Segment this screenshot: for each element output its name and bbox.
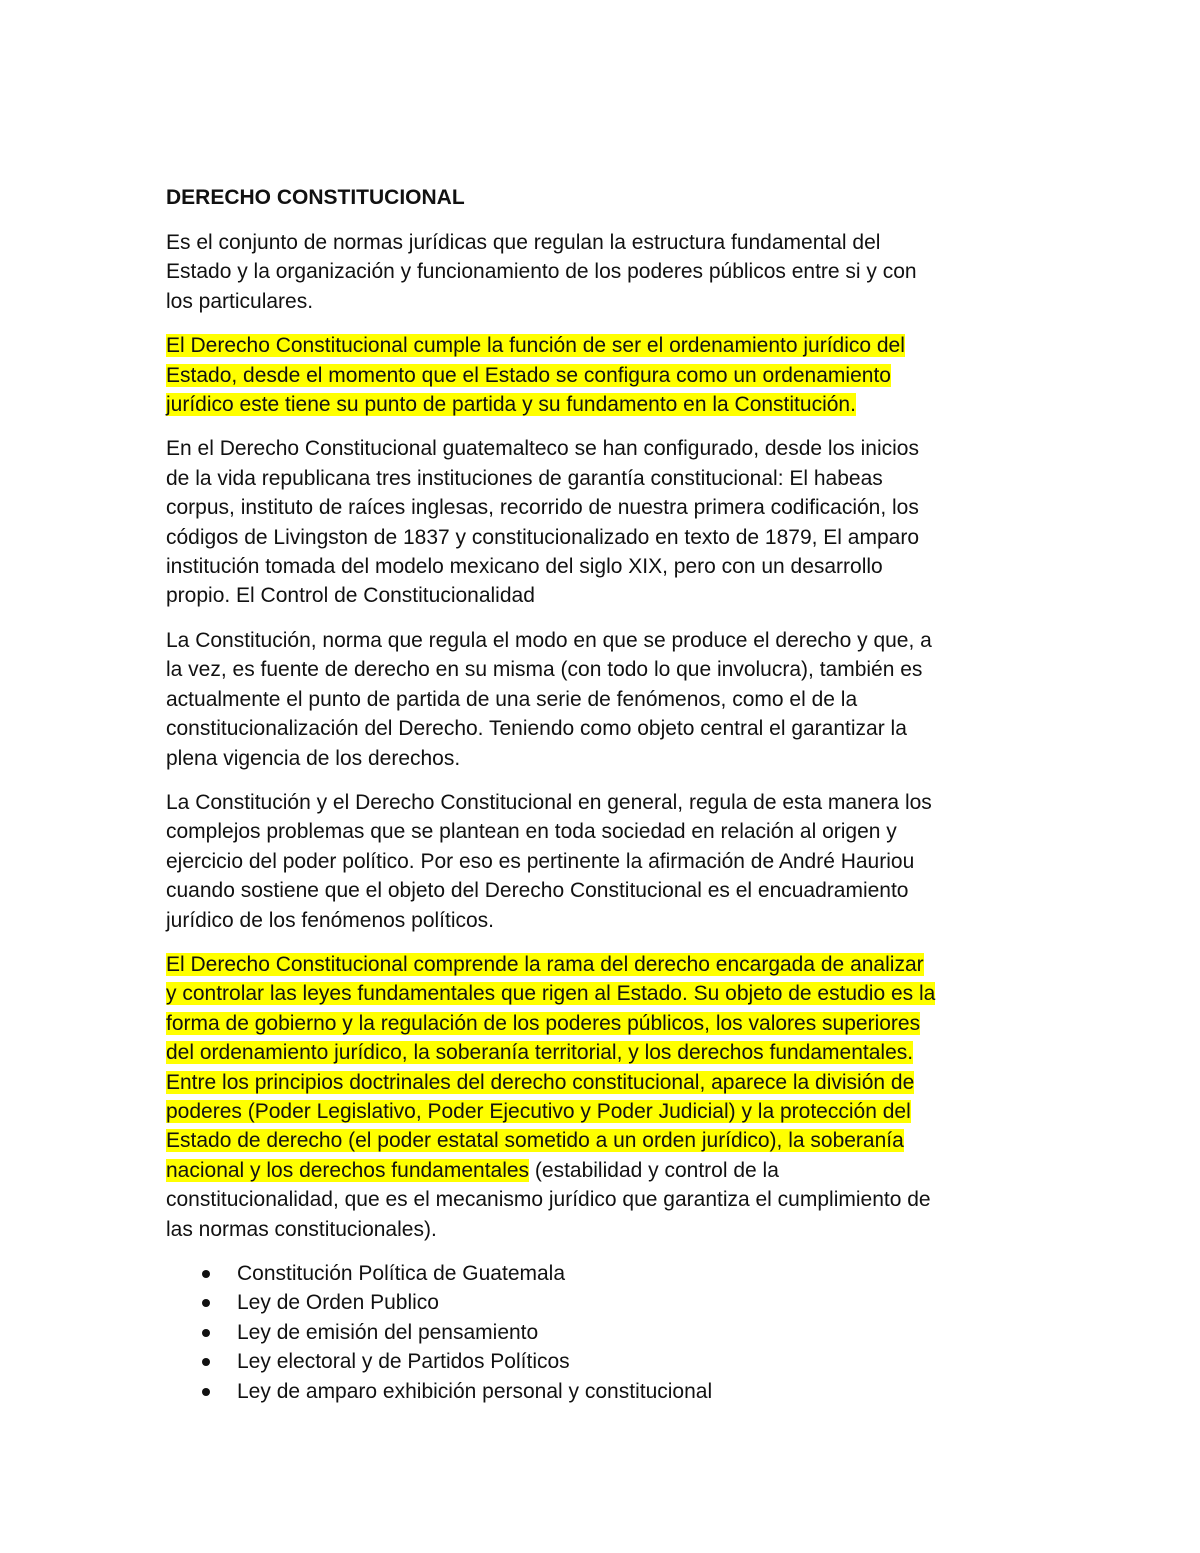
highlighted-text: Estado de derecho (el poder estatal sometido a un orden jurídico), la soberanía xyxy=(166,1129,904,1153)
text-line xyxy=(166,523,1036,552)
text-line xyxy=(166,1185,1036,1214)
list-item-text: Ley de amparo exhibición personal y constitucional xyxy=(237,1379,713,1403)
text-line xyxy=(166,493,1036,522)
text-line xyxy=(166,228,1036,257)
bullet-icon xyxy=(202,1329,210,1337)
list-item-text: Ley de emisión del pensamiento xyxy=(237,1320,539,1344)
bullet-icon xyxy=(202,1358,210,1366)
line-text: corpus, instituto de raíces inglesas, recorrido de nuestra primera codificación, los xyxy=(166,496,919,520)
highlighted-text: jurídico este tiene su punto de partida y su fundamento en la Constitución. xyxy=(166,393,856,417)
highlighted-text: nacional y los derechos fundamentales xyxy=(166,1158,530,1182)
text-line xyxy=(166,361,1036,390)
text-line xyxy=(166,1215,1036,1244)
line-text: propio. El Control de Constitucionalidad xyxy=(166,584,535,608)
line-text: plena vigencia de los derechos. xyxy=(166,746,461,770)
line-text: En el Derecho Constitucional guatemalteco se han configurado, desde los inicios xyxy=(166,437,919,461)
paragraph xyxy=(166,788,1036,935)
text-line xyxy=(166,906,1036,935)
text-line xyxy=(166,788,1036,817)
list-item xyxy=(166,1377,1036,1406)
list-item-text: Ley de Orden Publico xyxy=(237,1291,439,1315)
text-line xyxy=(166,817,1036,846)
line-text: Estado y la organización y funcionamiento de los poderes públicos entre si y con xyxy=(166,260,917,284)
text-line xyxy=(166,1126,1036,1155)
highlighted-text: y controlar las leyes fundamentales que rigen al Estado. Su objeto de estudio es la xyxy=(166,982,936,1006)
paragraph xyxy=(166,228,1036,316)
line-text: de la vida republicana tres instituciones de garantía constitucional: El habeas xyxy=(166,466,883,490)
law-list xyxy=(166,1259,1036,1406)
paragraph xyxy=(166,331,1036,419)
text-line xyxy=(166,876,1036,905)
text-line xyxy=(166,847,1036,876)
text-line xyxy=(166,1068,1036,1097)
text-line xyxy=(166,552,1036,581)
bullet-icon xyxy=(202,1299,210,1307)
document-title: DERECHO CONSTITUCIONAL xyxy=(166,186,465,209)
line-text: complejos problemas que se plantean en toda sociedad en relación al origen y xyxy=(166,820,897,844)
text-line xyxy=(166,434,1036,463)
text-line xyxy=(166,626,1036,655)
line-text: constitucionalidad, que es el mecanismo jurídico que garantiza el cumplimiento de xyxy=(166,1188,931,1212)
line-text: Es el conjunto de normas jurídicas que regulan la estructura fundamental del xyxy=(166,231,881,254)
text-line xyxy=(166,714,1036,743)
line-text: actualmente el punto de partida de una serie de fenómenos, como el de la xyxy=(166,687,858,711)
line-text: jurídico de los fenómenos políticos. xyxy=(166,908,495,932)
document-page xyxy=(166,183,1036,1406)
highlighted-text: forma de gobierno y la regulación de los poderes públicos, los valores superiores xyxy=(166,1011,921,1035)
highlighted-text: El Derecho Constitucional comprende la rama del derecho encargada de analizar xyxy=(166,952,924,976)
line-text: los particulares. xyxy=(166,289,314,313)
line-text: códigos de Livingston de 1837 y constitucionalizado en texto de 1879, El amparo xyxy=(166,525,920,549)
highlighted-text: Entre los principios doctrinales del derecho constitucional, aparece la división de xyxy=(166,1070,915,1094)
paragraph xyxy=(166,434,1036,610)
line-text: cuando sostiene que el objeto del Derecho Constitucional es el encuadramiento xyxy=(166,879,909,903)
text-line xyxy=(166,257,1036,286)
line-text: La Constitución y el Derecho Constitucional en general, regula de esta manera los xyxy=(166,790,932,814)
line-text: las normas constitucionales). xyxy=(166,1217,437,1241)
text-line xyxy=(166,1097,1036,1126)
text-line xyxy=(166,655,1036,684)
bullet-icon xyxy=(202,1270,210,1278)
line-text: la vez, es fuente de derecho en su misma (con todo lo que involucra), también es xyxy=(166,658,923,682)
line-text: institución tomada del modelo mexicano del siglo XIX, pero con un desarrollo xyxy=(166,555,883,579)
highlighted-text: Estado, desde el momento que el Estado se configura como un ordenamiento xyxy=(166,363,891,387)
text-line xyxy=(166,287,1036,316)
document-body xyxy=(166,228,1036,1244)
list-item-text: Constitución Política de Guatemala xyxy=(237,1262,566,1285)
text-line xyxy=(166,1156,1036,1185)
list-item xyxy=(166,1288,1036,1317)
text-line xyxy=(166,685,1036,714)
text-line xyxy=(166,1009,1036,1038)
line-text: La Constitución, norma que regula el modo en que se produce el derecho y que, a xyxy=(166,628,932,652)
text-line xyxy=(166,390,1036,419)
bullet-icon xyxy=(202,1388,210,1396)
paragraph xyxy=(166,950,1036,1244)
text-line xyxy=(166,950,1036,979)
line-text: ejercicio del poder político. Por eso es pertinente la afirmación de André Hauriou xyxy=(166,849,915,873)
text-line xyxy=(166,979,1036,1008)
list-item xyxy=(166,1347,1036,1376)
highlighted-text: El Derecho Constitucional cumple la función de ser el ordenamiento jurídico del xyxy=(166,334,905,358)
line-text: (estabilidad y control de la xyxy=(529,1158,779,1182)
text-line xyxy=(166,744,1036,773)
highlighted-text: poderes (Poder Legislativo, Poder Ejecutivo y Poder Judicial) y la protección del xyxy=(166,1099,911,1123)
list-item xyxy=(166,1259,1036,1288)
list-item xyxy=(166,1318,1036,1347)
list-item-text: Ley electoral y de Partidos Políticos xyxy=(237,1350,570,1374)
line-text: constitucionalización del Derecho. Teniendo como objeto central el garantizar la xyxy=(166,717,907,741)
text-line xyxy=(166,1038,1036,1067)
highlighted-text: del ordenamiento jurídico, la soberanía territorial, y los derechos fundamentales. xyxy=(166,1041,914,1065)
text-line xyxy=(166,331,1036,360)
paragraph xyxy=(166,626,1036,773)
text-line xyxy=(166,464,1036,493)
text-line xyxy=(166,581,1036,610)
